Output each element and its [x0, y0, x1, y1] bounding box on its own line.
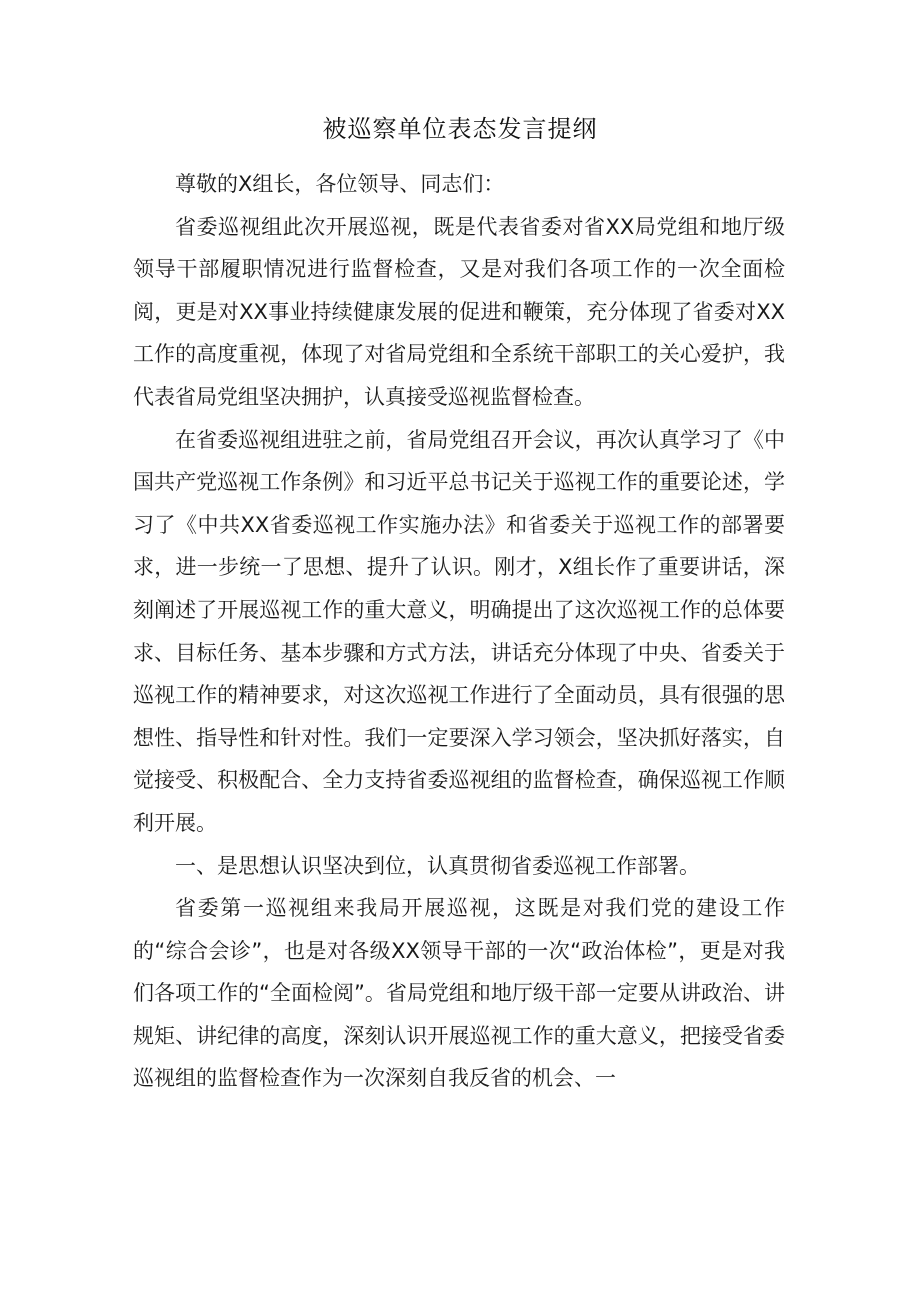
body-paragraph: 省委第一巡视组来我局开展巡视，这既是对我们党的建设工作的“综合会诊”，也是对各级XX领导干部的一次“政治体检”，更是对我们各项工作的“全面检阅”。省局党组和地厅级干部一定要从讲政治、讲规矩、讲纪律的高度，深刻认识开展巡视工作的重大意义，把接受省委巡视组的监督检查作为一次深刻自我反省的机会、一 — [133, 896, 785, 1091]
document-body — [133, 163, 785, 1100]
document-title: 被巡察单位表态发言提纲 — [322, 115, 598, 143]
body-paragraph: 在省委巡视组进驻之前，省局党组召开会议，再次认真学习了《中国共产党巡视工作条例》和习近平总书记关于巡视工作的重要论述，学习了《中共XX省委巡视工作实施办法》和省委关于巡视工作的部署要求，进一步统一了思想、提升了认识。刚才，X组长作了重要讲话，深刻阐述了开展巡视工作的重大意义，明确提出了这次巡视工作的总体要求、目标任务、基本步骤和方式方法，讲话充分体现了中央、省委关于巡视工作的精神要求，对这次巡视工作进行了全面动员，具有很强的思想性、指导性和针对性。我们一定要深入学习领会，坚决抓好落实，自觉接受、积极配合、全力支持省委巡视组的监督检查，确保巡视工作顺利开展。 — [133, 427, 785, 835]
body-paragraph: 省委巡视组此次开展巡视，既是代表省委对省XX局党组和地厅级领导干部履职情况进行监督检查，又是对我们各项工作的一次全面检阅，更是对XX事业持续健康发展的促进和鞭策，充分体现了省委对XX工作的高度重视，体现了对省局党组和全系统干部职工的关心爱护，我代表省局党组坚决拥护，认真接受巡视监督检查。 — [133, 214, 785, 409]
section-heading: 一、是思想认识坚决到位，认真贯彻省委巡视工作部署。 — [175, 853, 700, 878]
greeting-paragraph: 尊敬的X组长，各位领导、同志们： — [175, 172, 505, 196]
